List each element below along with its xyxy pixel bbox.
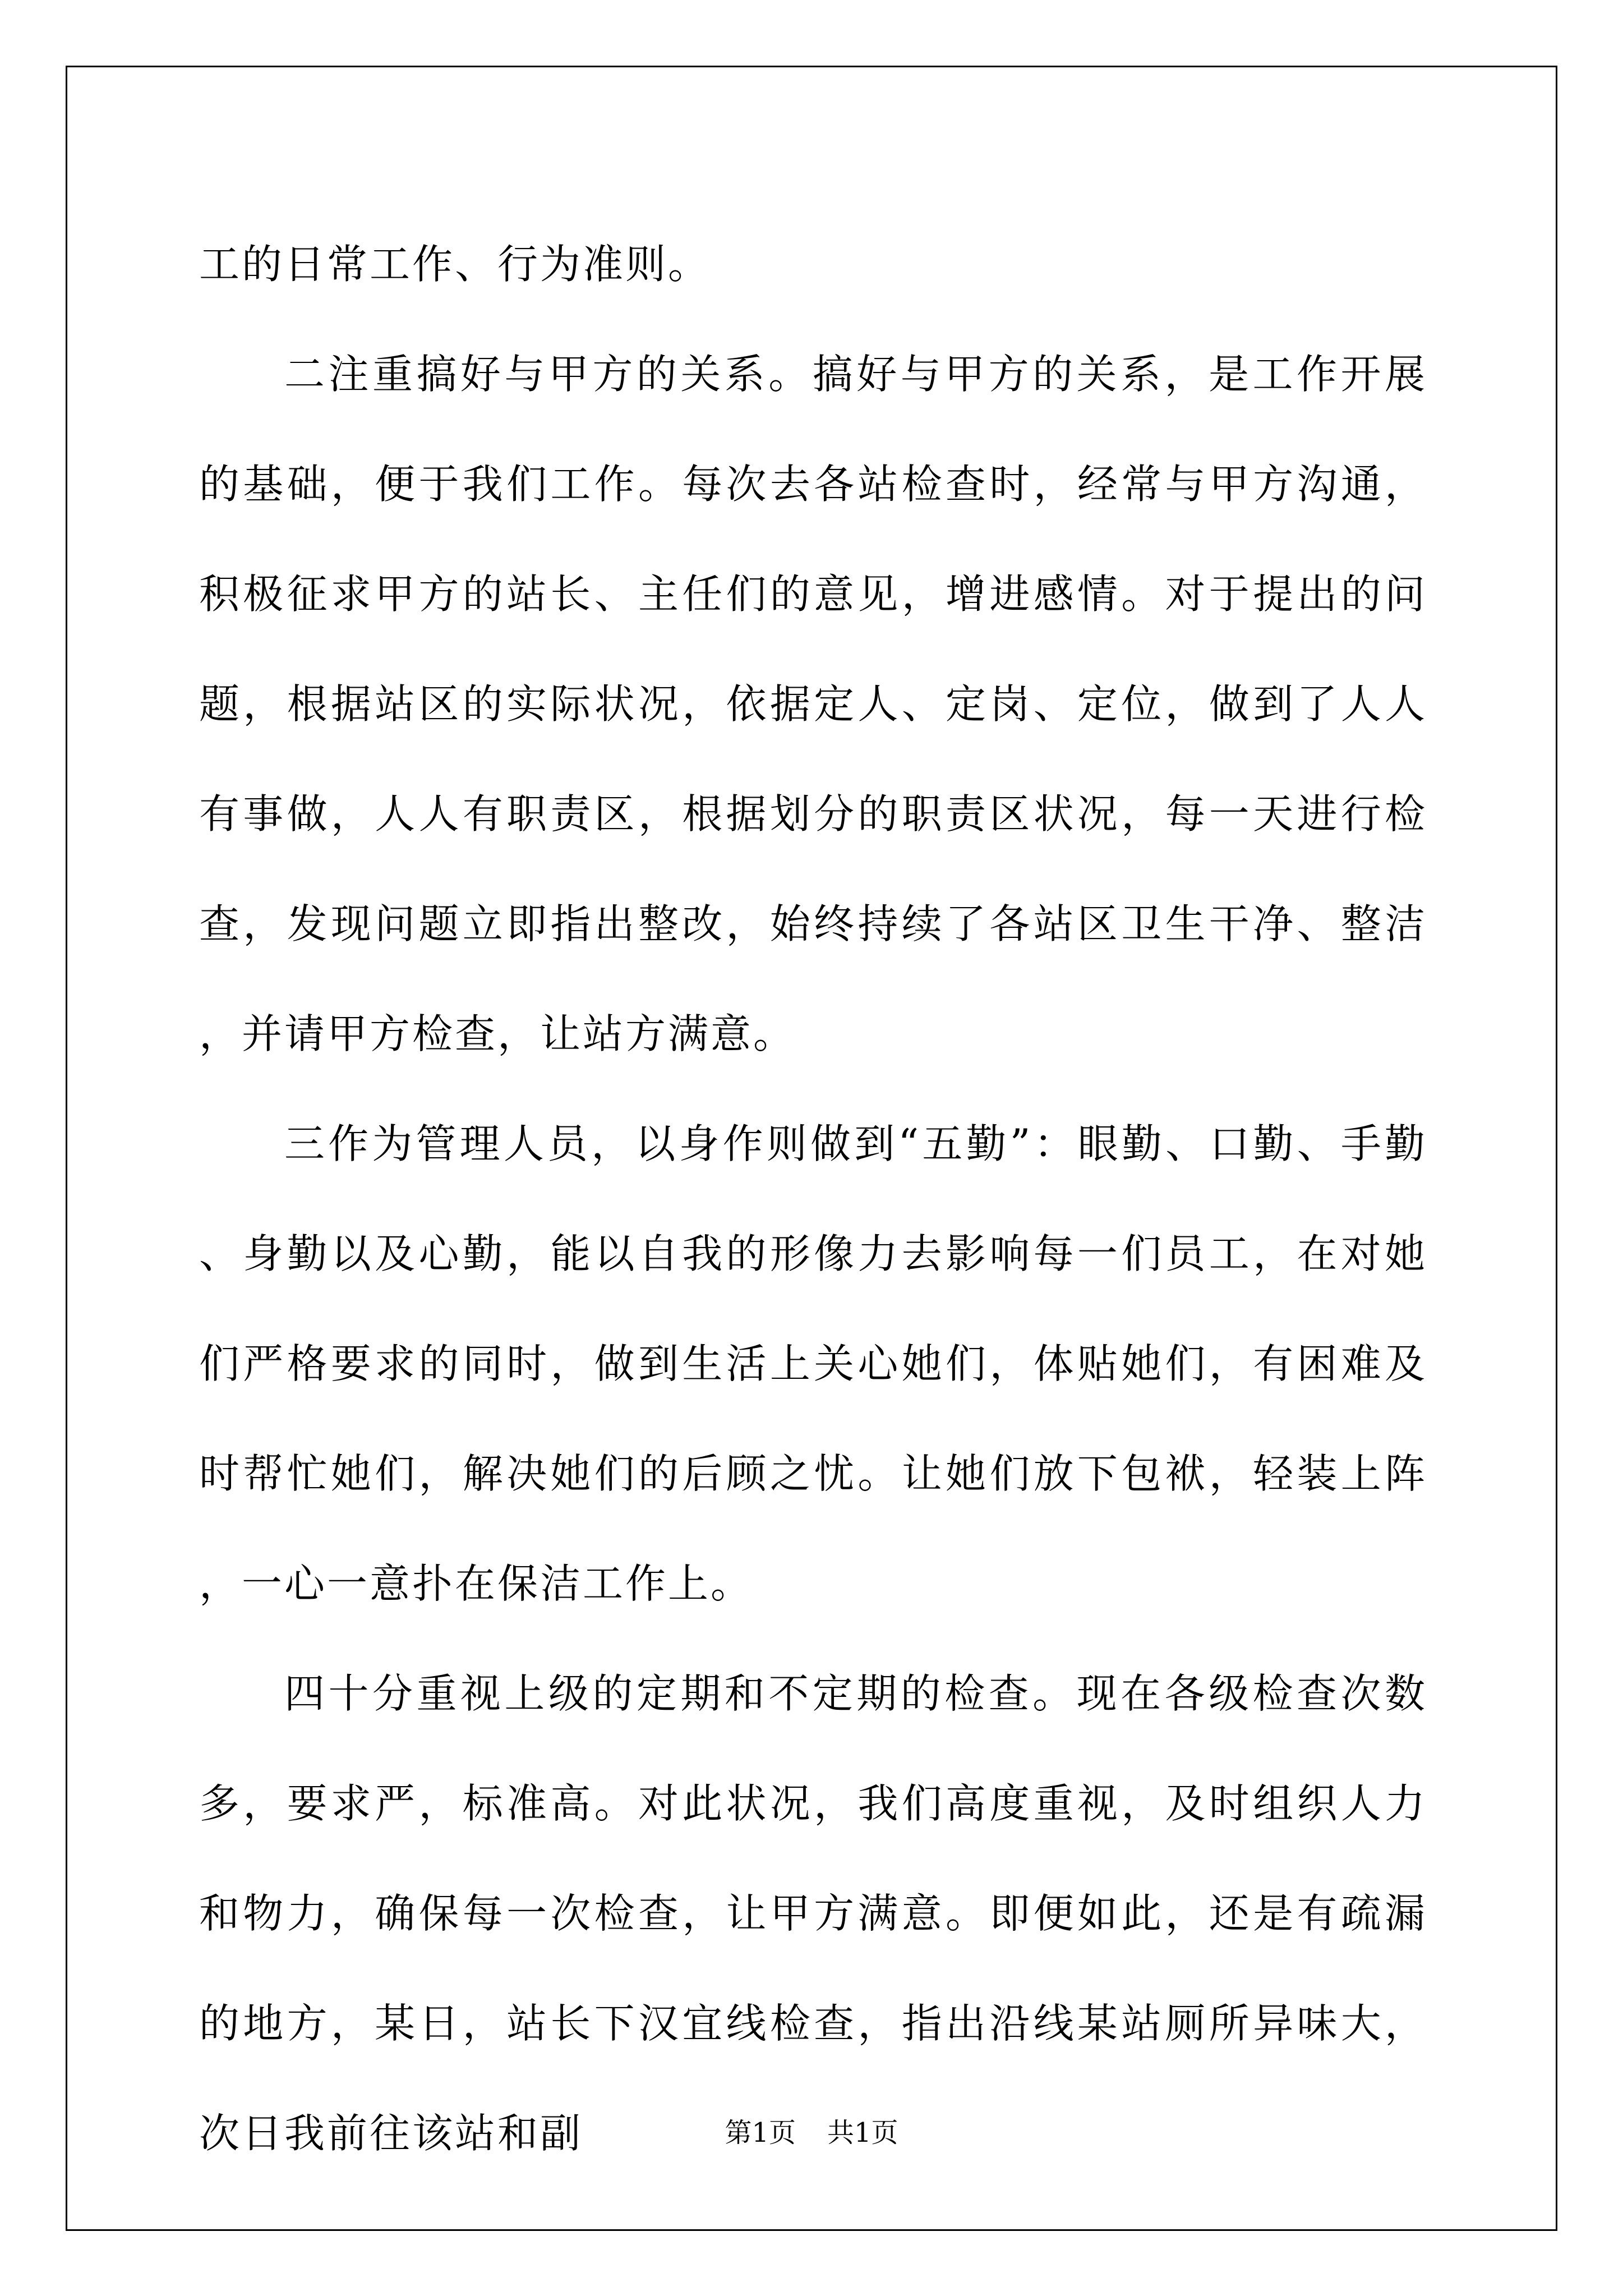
- paragraph-4: 四十分重视上级的定期和不定期的检查。现在各级检查次数多，要求严，标准高。对此状况，我们高度重视，及时组织人力和物力，确保每一次检查，让甲方满意。即便如此，还是有疏漏的地方，某日，站长下汉宜线检查，指出沿线某站厕所异味大，次日我前往该站和副: [199, 1670, 1427, 2157]
- paragraph-1: 工的日常工作、行为准则。: [199, 241, 711, 288]
- document-body: [199, 209, 1427, 2188]
- paragraph-2: 二注重搞好与甲方的关系。搞好与甲方的关系，是工作开展的基础，便于我们工作。每次去各站检查时，经常与甲方沟通，积极征求甲方的站长、主任们的意见，增进感情。对于提出的问题，根据站区的实际状况，依据定人、定岗、定位，做到了人人有事做，人人有职责区，根据划分的职责区状况，每一天进行检查，发现问题立即指出整改，始终持续了各站区卫生干净、整洁，并请甲方检查，让站方满意。: [199, 351, 1427, 1057]
- page-footer: [0, 2116, 1623, 2150]
- page-total: 共1页: [827, 2117, 898, 2148]
- page-number: 第1页: [725, 2117, 796, 2148]
- paragraph-3: 三作为管理人员，以身作则做到“五勤”：眼勤、口勤、手勤、身勤以及心勤，能以自我的形像力去影响每一们员工，在对她们严格要求的同时，做到生活上关心她们，体贴她们，有困难及时帮忙她们，解决她们的后顾之忧。让她们放下包袱，轻装上阵，一心一意扑在保洁工作上。: [199, 1120, 1427, 1607]
